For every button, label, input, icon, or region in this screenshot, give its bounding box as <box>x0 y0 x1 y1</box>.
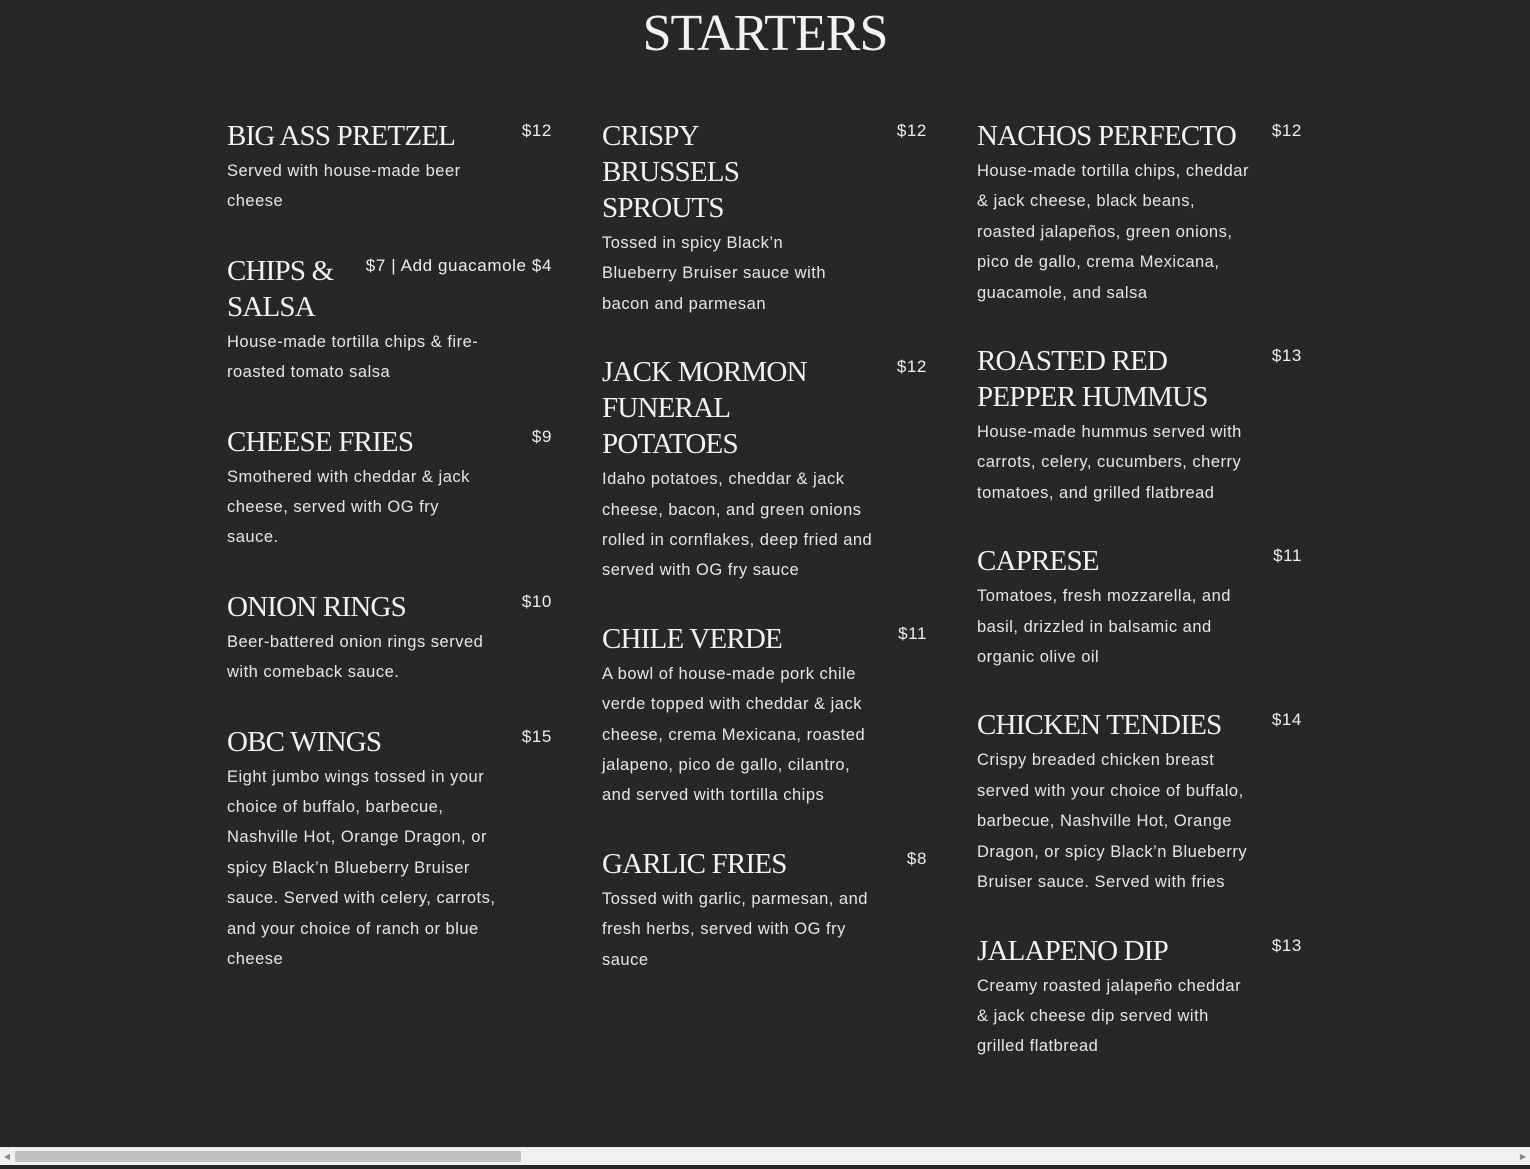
menu-item-price: $13 <box>1271 346 1302 366</box>
bottom-strip <box>0 1165 1530 1169</box>
menu-item-name: JACK MORMON FUNERAL POTATOES <box>602 356 807 461</box>
menu-item-price: $11 <box>898 623 927 643</box>
page-title: STARTERS <box>642 5 888 62</box>
horizontal-scrollbar[interactable] <box>0 1147 1530 1165</box>
menu-item-header <box>977 543 1302 579</box>
menu-item-price: $9 <box>531 426 552 446</box>
menu-item-description: House-made tortilla chips, cheddar & jack cheese, black beans, roasted jalapeños, green onions, pico de gallo, crema Mexicana, guacamole, and salsa <box>977 162 1249 302</box>
menu-item <box>977 118 1302 308</box>
menu-item-description: House-made tortilla chips & fire-roasted tomato salsa <box>227 332 479 382</box>
menu-item-name: CHEESE FRIES <box>227 425 414 458</box>
menu-item-price: $10 <box>521 591 552 611</box>
menu-item-price: $13 <box>1271 935 1302 955</box>
menu-item-name: CHICKEN TENDIES <box>977 709 1222 742</box>
menu-item <box>602 118 927 319</box>
scroll-right-arrow-icon[interactable]: ▶ <box>1519 1152 1527 1161</box>
menu-item-name: NACHOS PERFECTO <box>977 120 1236 152</box>
menu-item <box>977 707 1302 897</box>
menu-item-price: $15 <box>521 726 552 746</box>
menu-item-description: Tossed in spicy Black’n Blueberry Bruiser sauce with bacon and parmesan <box>602 234 827 313</box>
menu-item-description: Tossed with garlic, parmesan, and fresh herbs, served with OG fry sauce <box>602 889 868 969</box>
menu-item <box>227 253 552 388</box>
menu-item-description: Served with house-made beer cheese <box>227 162 461 211</box>
menu-item-description: Beer-battered onion rings served with comeback sauce. <box>227 632 484 682</box>
menu-item-name: CAPRESE <box>977 545 1099 578</box>
menu-item <box>977 933 1302 1062</box>
menu-item <box>602 621 927 811</box>
menu-item-header <box>977 343 1302 415</box>
menu-item <box>602 846 927 975</box>
menu-item-price: $7 | Add guacamole $4 <box>365 255 552 275</box>
menu-item-price: $8 <box>906 848 927 868</box>
menu-item-description: Smothered with cheddar & jack cheese, served with OG fry sauce. <box>227 467 470 547</box>
menu-item-header <box>227 253 552 325</box>
menu-column-3 <box>977 118 1302 1097</box>
menu-item-header <box>602 354 927 462</box>
menu-column-1 <box>227 118 552 1011</box>
menu-item-header <box>602 846 927 882</box>
menu-item-name: BIG ASS PRETZEL <box>227 120 456 152</box>
menu-item-price: $12 <box>1271 121 1302 140</box>
menu-item <box>227 589 552 688</box>
menu-item <box>227 424 552 553</box>
menu-item-description: Crispy breaded chicken breast served with your choice of buffalo, barbecue, Nashville Hot, Orange Dragon, or spicy Black’n Blueberry Bruiser sauce. Served with fries <box>977 751 1248 892</box>
menu-item-header <box>227 589 552 625</box>
menu-item-header <box>227 424 552 460</box>
menu-item <box>977 343 1302 508</box>
menu-item-header <box>227 118 552 154</box>
menu-item-name: JALAPENO DIP <box>977 934 1168 967</box>
menu-item <box>227 118 552 217</box>
menu-item-description: Idaho potatoes, cheddar & jack cheese, bacon, and green onions rolled in cornflakes, deep fried and served with OG fry sauce <box>602 470 873 580</box>
scroll-left-arrow-icon[interactable]: ◀ <box>3 1152 11 1161</box>
menu-item-description: House-made hummus served with carrots, celery, cucumbers, cherry tomatoes, and grilled flatbread <box>977 423 1242 502</box>
menu-item-name: OBC WINGS <box>227 725 382 758</box>
menu-item-description: Creamy roasted jalapeño cheddar & jack cheese dip served with grilled flatbread <box>977 976 1242 1056</box>
menu-item-price: $12 <box>896 357 927 377</box>
menu-item-price: $12 <box>896 121 927 140</box>
menu-item-description: Eight jumbo wings tossed in your choice of buffalo, barbecue, Nashville Hot, Orange Dragon, or spicy Black’n Blueberry Bruiser sauce. Served with celery, carrots, and your choice of ranch or blue cheese <box>227 767 496 969</box>
menu-item-name: ROASTED RED PEPPER HUMMUS <box>977 345 1208 414</box>
menu-item <box>977 543 1302 672</box>
menu-item-name: CHIPS & SALSA <box>227 254 334 323</box>
menu-item-description: A bowl of house-made pork chile verde topped with cheddar & jack cheese, crema Mexicana, roasted jalapeno, pico de gallo, cilantro, and served with tortilla chips <box>602 664 866 805</box>
menu-item-price: $11 <box>1273 546 1302 566</box>
menu-item-header <box>602 118 927 226</box>
menu-item-header <box>977 707 1302 743</box>
menu-item-price: $12 <box>521 121 552 140</box>
scrollbar-thumb[interactable] <box>15 1151 521 1162</box>
menu-item <box>227 724 552 975</box>
menu-item-header <box>227 724 552 760</box>
menu-item-header <box>977 933 1302 969</box>
menu-item-name: GARLIC FRIES <box>602 847 787 880</box>
menu-item <box>602 354 927 586</box>
menu-item-header <box>602 621 927 657</box>
menu-item-header <box>977 118 1302 154</box>
menu-column-2 <box>602 118 927 1010</box>
menu-item-name: CHILE VERDE <box>602 622 782 655</box>
menu-item-name: CRISPY BRUSSELS SPROUTS <box>602 120 740 224</box>
menu-item-name: ONION RINGS <box>227 590 406 623</box>
menu-item-description: Tomatoes, fresh mozzarella, and basil, drizzled in balsamic and organic olive oil <box>977 587 1231 667</box>
menu-item-price: $14 <box>1271 710 1302 730</box>
